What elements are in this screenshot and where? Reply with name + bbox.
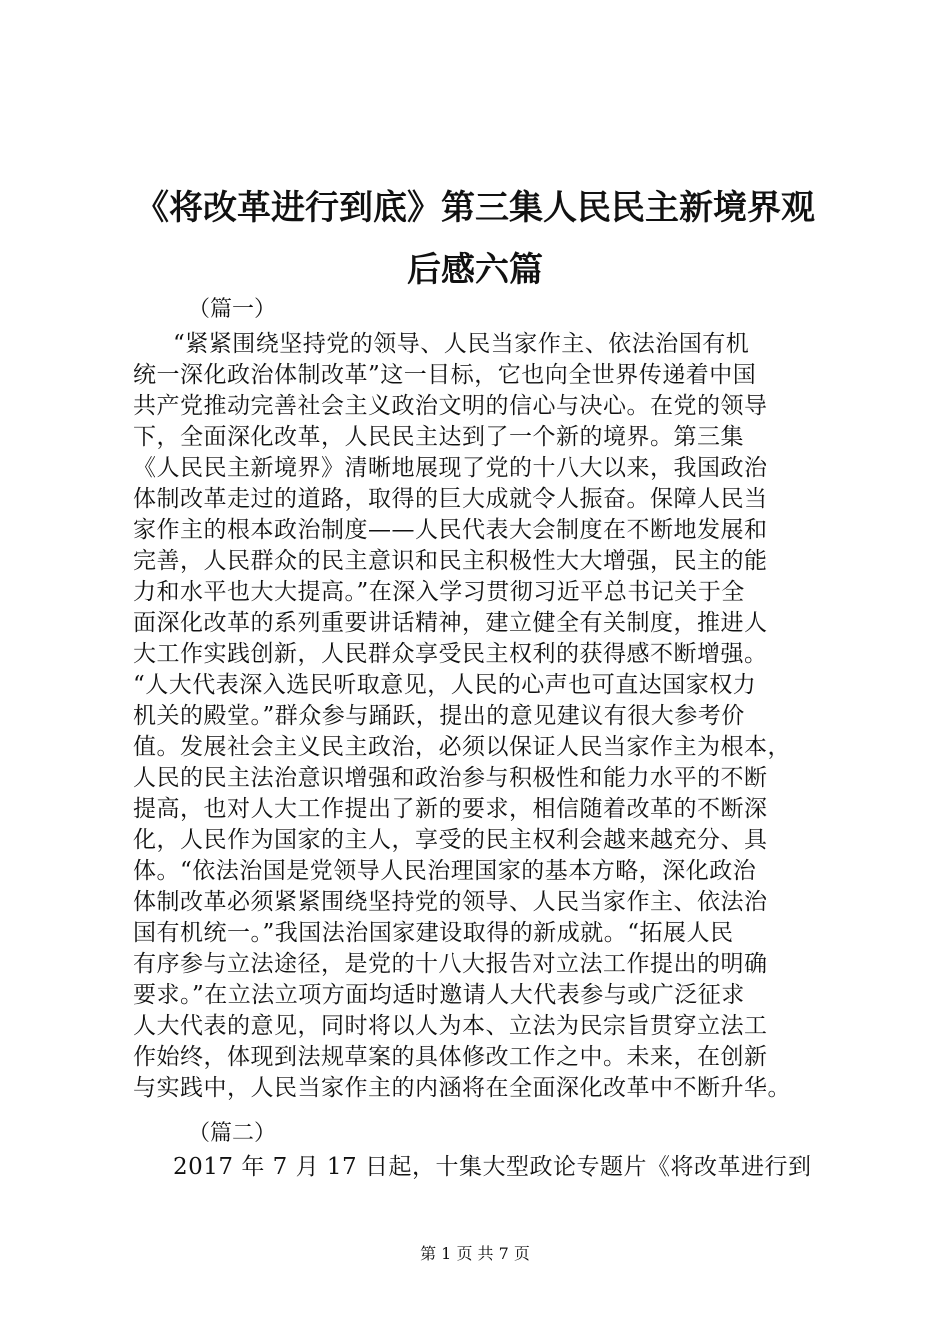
paragraph-line: 力和水平也大大提高。”在深入学习贯彻习近平总书记关于全 [133,579,745,605]
section2-body [133,1152,853,1183]
paragraph-line: 提高，也对人大工作提出了新的要求，相信随着改革的不断深 [133,796,768,822]
paragraph-line: 要求。”在立法立项方面均适时邀请人大代表参与或广泛征求 [133,982,745,1008]
paragraph-line: 与实践中，人民当家作主的内涵将在全面深化改革中不断升华。 [133,1075,791,1101]
paragraph-line: 完善，人民群众的民主意识和民主积极性大大增强，民主的能 [133,548,768,574]
document-title-line1: 《将改革进行到底》第三集人民民主新境界观 [135,188,815,228]
paragraph-line: 有序参与立法途径，是党的十八大报告对立法工作提出的明确 [133,951,768,977]
paragraph-line: 下，全面深化改革，人民民主达到了一个新的境界。第三集 [133,424,744,450]
paragraph-line: 家作主的根本政治制度——人民代表大会制度在不断地发展和 [133,517,768,543]
paragraph-line: 共产党推动完善社会主义政治文明的信心与决心。在党的领导 [133,393,768,419]
section2-label: （篇二） [188,1121,277,1146]
paragraph-line: 体。“依法治国是党领导人民治理国家的基本方略，深化政治 [133,858,757,884]
paragraph-line: 体制改革走过的道路，取得的巨大成就令人振奋。保障人民当 [133,486,768,512]
paragraph-line: 体制改革必须紧紧围绕坚持党的领导、人民当家作主、依法治 [133,889,768,915]
page-footer: 第 1 页 共 7 页 [420,1244,530,1263]
paragraph-line: 统一深化政治体制改革”这一目标，它也向全世界传递着中国 [133,362,757,388]
paragraph-line: 作始终，体现到法规草案的具体修改工作之中。未来，在创新 [133,1044,768,1070]
paragraph-line: 国有机统一。”我国法治国家建设取得的新成就。“拓展人民 [133,920,734,946]
paragraph-line: 值。发展社会主义民主政治，必须以保证人民当家作主为根本， [133,734,791,760]
paragraph-line: 机关的殿堂。”群众参与踊跃，提出的意见建议有很大参考价 [133,703,745,729]
document-title-line2: 后感六篇 [407,250,543,290]
paragraph-line: 2017 年 7 月 17 日起，十集大型政论专题片《将改革进行到 [173,1154,812,1180]
paragraph-line: 人民的民主法治意识增强和政治参与积极性和能力水平的不断 [133,765,768,791]
paragraph-line: “人大代表深入选民听取意见，人民的心声也可直达国家权力 [133,672,757,698]
section1-label: （篇一） [188,297,277,322]
paragraph-line: 人大代表的意见，同时将以人为本、立法为民宗旨贯穿立法工 [133,1013,768,1039]
paragraph-line: “紧紧围绕坚持党的领导、人民当家作主、依法治国有机 [173,331,750,357]
paragraph-line: 面深化改革的系列重要讲话精神，建立健全有关制度，推进人 [133,610,768,636]
section1-body [133,329,853,1104]
paragraph-line: 《人民民主新境界》清晰地展现了党的十八大以来，我国政治 [133,455,768,481]
paragraph-line: 大工作实践创新，人民群众享受民主权利的获得感不断增强。 [133,641,768,667]
paragraph-line: 化，人民作为国家的主人，享受的民主权利会越来越充分、具 [133,827,768,853]
